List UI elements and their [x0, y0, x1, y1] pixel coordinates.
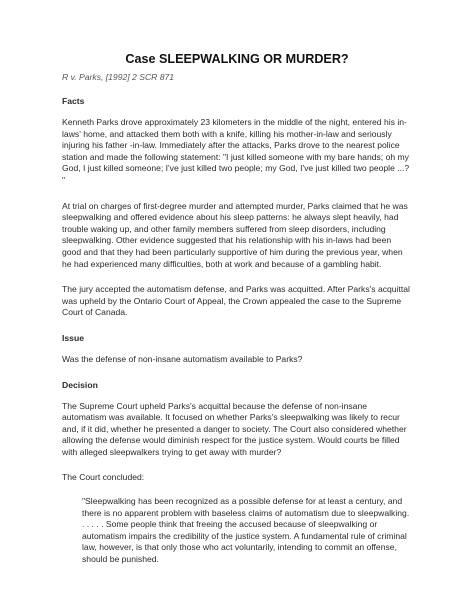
decision-heading: Decision [62, 379, 98, 390]
facts-paragraph-3: The jury accepted the automatism defense, and Parks was acquitted. After Parks's acquittal was upheld by the Ontario Court of Appeal, the Crown appealed the case to the Supreme Court of Canada. [62, 284, 410, 318]
facts-paragraph-1: Kenneth Parks drove approximately 23 kilometers in the middle of the night, entered his in-laws' home, and attacked them both with a knife, killing his mother-in-law and seriously injuring his father -in-law. Immediately after the attacks, Parks drove to the nearest police station and made the following statement: "I just killed someone with my bare hands; oh my God, I just killed someone; I've just killed two people; my God, I've just killed two people ...? " [62, 117, 410, 185]
decision-paragraph-2: The Court concluded: [62, 472, 145, 483]
issue-heading: Issue [62, 332, 84, 343]
decision-paragraph-1: The Supreme Court upheld Parks's acquittal because the defense of non-insane automatism was available. It focused on whether Parks's sleepwalking was likely to recur and, if it did, whether he presented a danger to society. The Court also considered whether allowing the defense would diminish respect for the justice system. Would courts be filled with alleged sleepwalkers trying to get away with murder? [62, 400, 407, 457]
case-citation: R v. Parks, [1992] 2 SCR 871 [62, 72, 175, 82]
facts-paragraph-2: At trial on charges of first-degree murder and attempted murder, Parks claimed that he was sleepwalking and offered evidence about his sleep patterns: he always slept heavily, had trouble waking up, and other family members suffered from sleep disorders, including sleepwalking. Other evidence suggested that his relationship with his in-laws had been good and that they had been particularly supportive of him during the previous year, when he had experienced many difficulties, both at work and because of a gambling habit. [62, 200, 408, 269]
document-title: Case SLEEPWALKING OR MURDER? [125, 52, 349, 66]
issue-text: Was the defense of non-insane automatism available to Parks? [62, 353, 303, 364]
facts-heading: Facts [62, 96, 85, 106]
court-quote: "Sleepwalking has been recognized as a possible defense for at least a century, and there is no apparent problem with baseless claims of automatism due to sleepwalking. . . . . . Some people think that freeing the accused because of sleepwalking or automatism impairs the credibility of the justice system. A fundamental rule of criminal law, however, is that only those who act voluntarily, intending to commit an offense, should be punished. [82, 496, 410, 565]
